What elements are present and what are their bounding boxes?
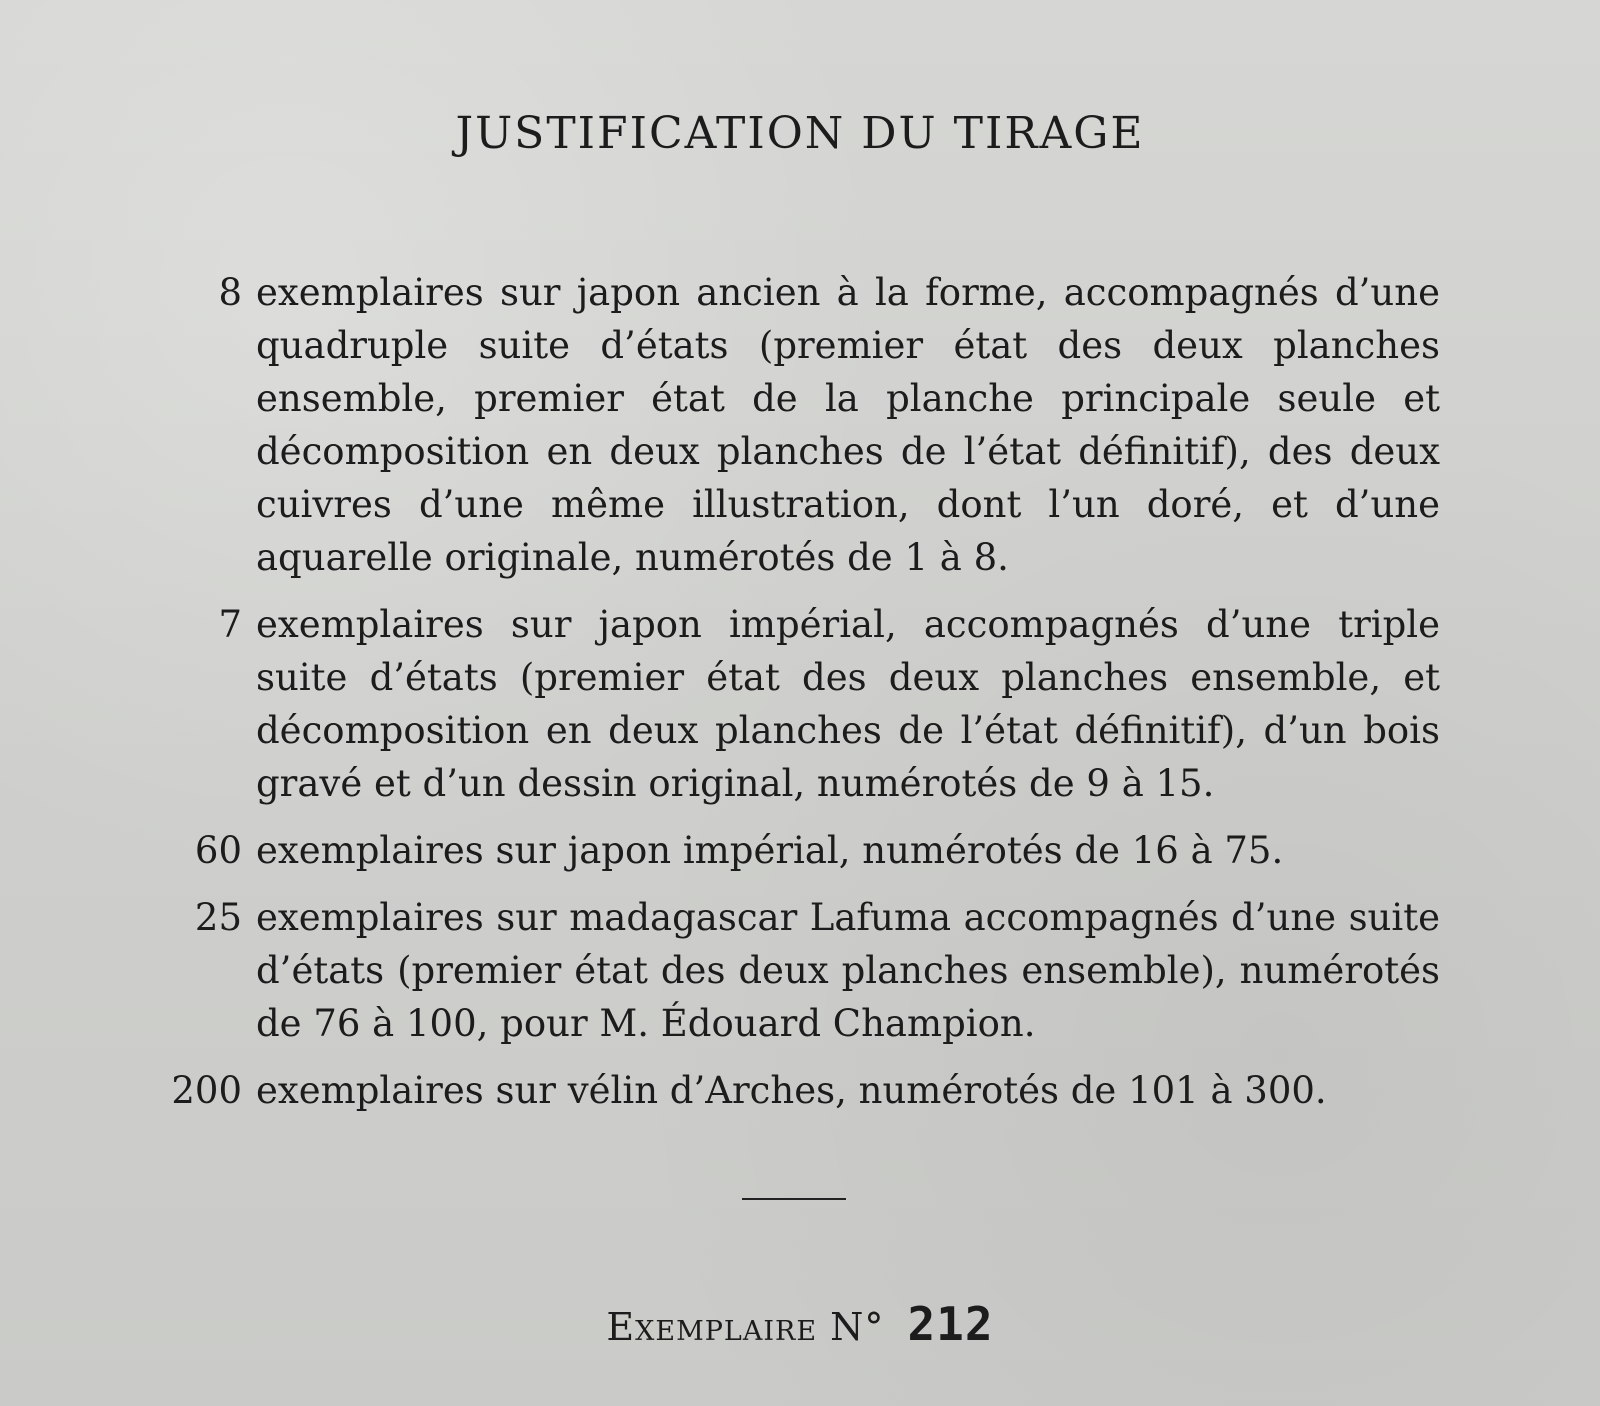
entry-count: 25 [194, 896, 242, 939]
edition-entries [170, 266, 1450, 1131]
copy-number-prefix: N° [830, 1305, 885, 1349]
entry-count: 7 [218, 603, 242, 646]
entry-5 [170, 1064, 1450, 1117]
entry-count: 200 [171, 1069, 242, 1112]
copy-number-value: 212 [907, 1297, 994, 1351]
entry-4 [170, 891, 1450, 1050]
entry-count: 8 [218, 271, 242, 314]
entry-2 [170, 598, 1450, 810]
entry-count: 60 [194, 829, 242, 872]
copy-label: Exemplaire [606, 1305, 818, 1349]
entry-text: exemplaires sur madagascar Lafuma accompagnés d’une suite d’états (premier état des deux planches ensemble), numérotés de 76 à 100, pour M. Édouard Champion. [256, 896, 1440, 1045]
page-title: JUSTIFICATION DU TIRAGE [455, 108, 1145, 159]
entry-1 [170, 266, 1450, 584]
entry-text: exemplaires sur japon impérial, accompagnés d’une triple suite d’états (premier état des deux planches ensemble, et décomposition en deux planches de l’état définitif), d’un bois gravé et d’un dessin original, numérotés de 9 à 15. [256, 603, 1440, 805]
entry-3 [170, 824, 1450, 877]
entry-text: exemplaires sur japon ancien à la forme, accompagnés d’une quadruple suite d’états (premier état des deux planches ensemble, premier état de la planche principale seule et décomposition en deux planches de l’état définitif), des deux cuivres d’une même illustration, dont l’un doré, et d’une aquarelle originale, numérotés de 1 à 8. [256, 271, 1440, 579]
entry-text: exemplaires sur vélin d’Arches, numérotés de 101 à 300. [256, 1069, 1327, 1112]
entry-text: exemplaires sur japon impérial, numérotés de 16 à 75. [256, 829, 1284, 872]
divider-rule [742, 1198, 846, 1200]
copy-number [0, 1297, 1600, 1351]
